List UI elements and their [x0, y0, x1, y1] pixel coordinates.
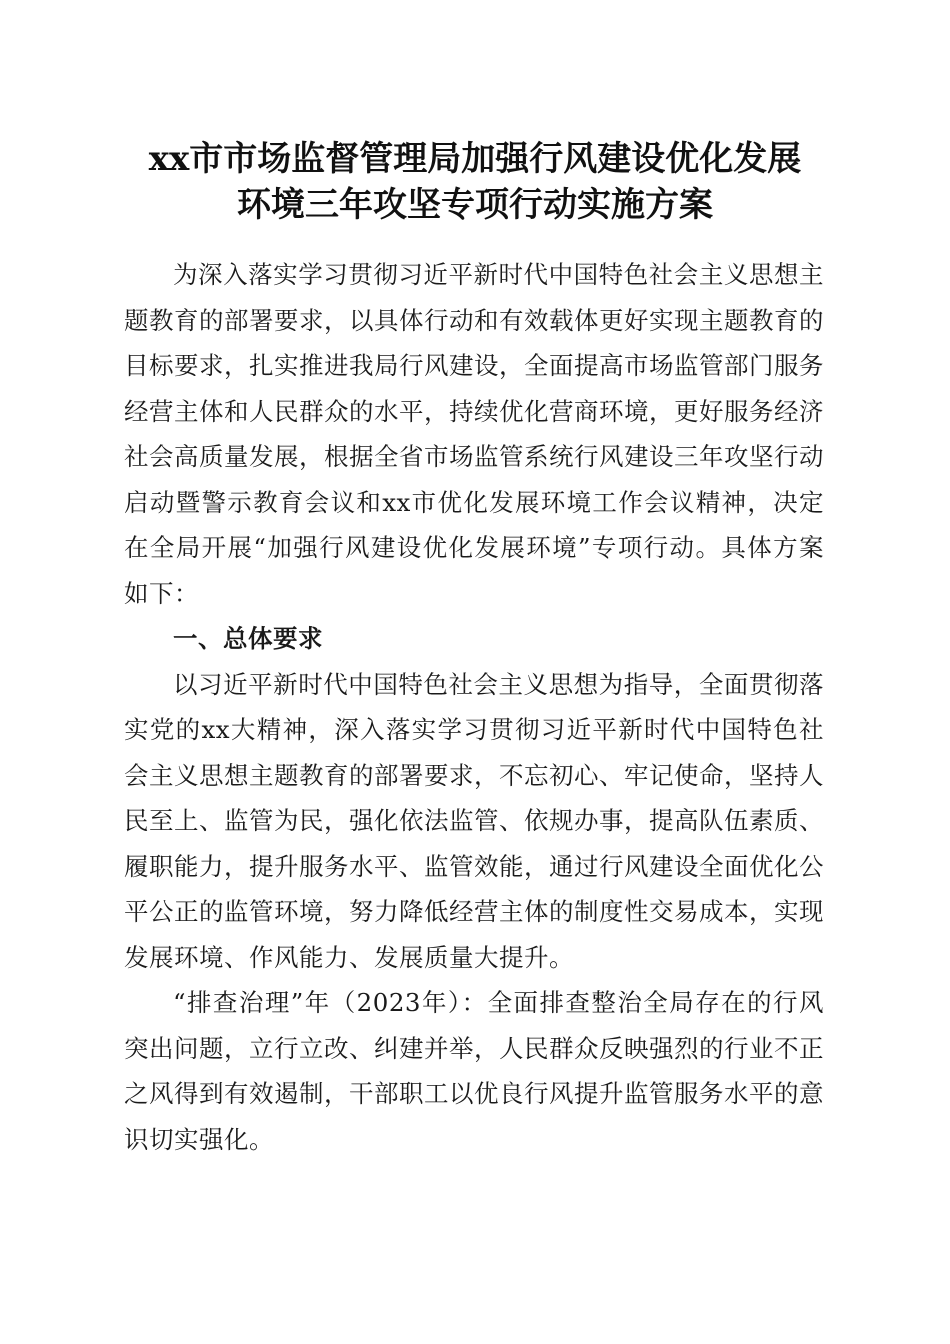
intro-paragraph: 为深入落实学习贯彻习近平新时代中国特色社会主义思想主题教育的部署要求，以具体行动和有效载体更好实现主题教育的目标要求，扎实推进我局行风建设，全面提高市场监管部门服务经营主体和人民群众的水平，持续优化营商环境，更好服务经济社会高质量发展，根据全省市场监管系统行风建设三年攻坚行动启动暨警示教育会议和xx市优化发展环境工作会议精神，决定在全局开展“加强行风建设优化发展环境”专项行动。具体方案如下： — [124, 260, 824, 608]
document-title — [120, 136, 830, 228]
title-line-1: xx市市场监督管理局加强行风建设优化发展 — [148, 139, 802, 179]
title-line-2: 环境三年攻坚专项行动实施方案 — [237, 185, 713, 225]
investigation-year-paragraph: “排查治理”年（2023年）：全面排查整治全局存在的行风突出问题，立行立改、纠建并举，人民群众反映强烈的行业不正之风得到有效遏制，干部职工以优良行风提升监管服务水平的意识切实强化。 — [124, 988, 824, 1154]
document-body — [124, 252, 824, 1162]
section-heading-general-requirements: 一、总体要求 — [173, 624, 323, 653]
general-requirements-paragraph: 以习近平新时代中国特色社会主义思想为指导，全面贯彻落实党的xx大精神，深入落实学习贯彻习近平新时代中国特色社会主义思想主题教育的部署要求，不忘初心、牢记使命，坚持人民至上、监管为民，强化依法监管、依规办事，提高队伍素质、履职能力，提升服务水平、监管效能，通过行风建设全面优化公平公正的监管环境，努力降低经营主体的制度性交易成本，实现发展环境、作风能力、发展质量大提升。 — [124, 669, 824, 972]
